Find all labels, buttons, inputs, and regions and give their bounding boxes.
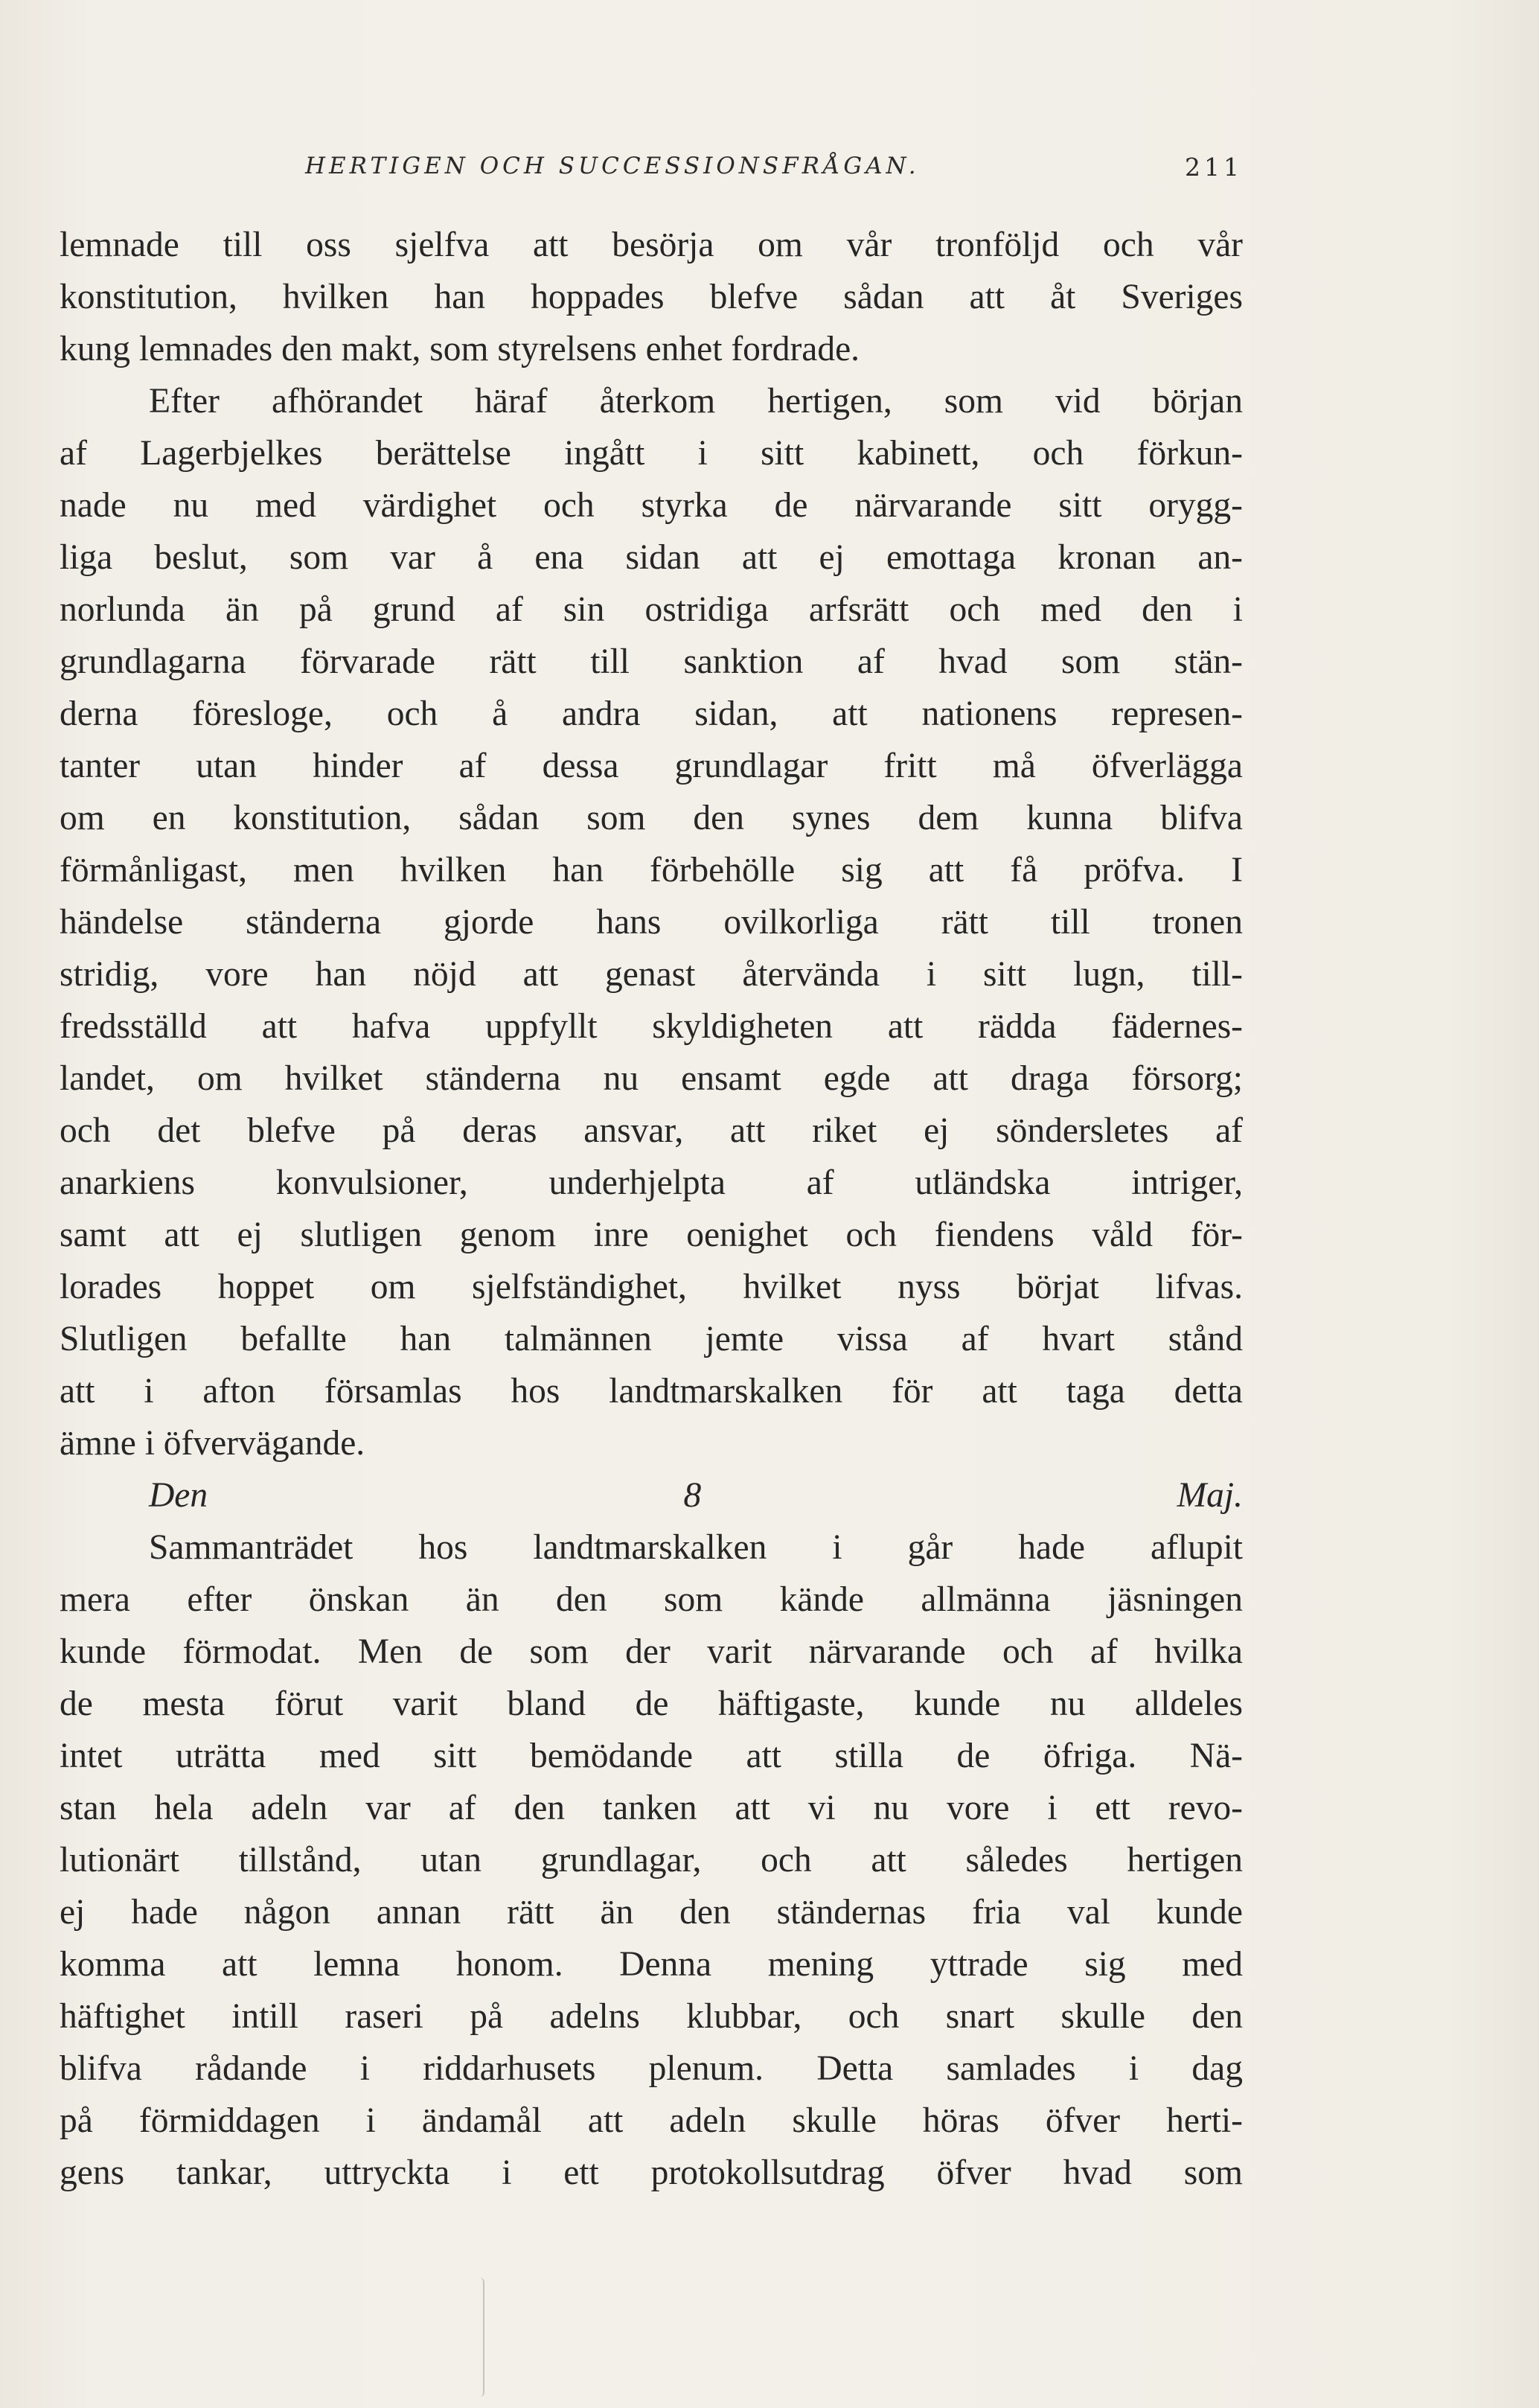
page-crease-mark	[480, 2278, 484, 2397]
text-line: stridig, vore han nöjd att genast återvända i sitt lugn, till-	[60, 955, 1243, 994]
text-line: ämne i öfvervägande.	[60, 1424, 365, 1463]
text-line: lutionärt tillstånd, utan grundlagar, och att således hertigen	[60, 1841, 1243, 1880]
page-number: 211	[1185, 153, 1243, 182]
text-line: norlunda än på grund af sin ostridiga arfsrätt och med den i	[60, 590, 1243, 629]
text-line: Efter afhörandet häraf återkom hertigen, som vid början	[149, 382, 1243, 421]
text-line: derna föresloge, och å andra sidan, att nationens represen-	[60, 694, 1243, 733]
text-line: och det blefve på deras ansvar, att riket ej söndersletes af	[60, 1111, 1243, 1150]
text-line: på förmiddagen i ändamål att adeln skulle höras öfver herti-	[60, 2101, 1243, 2140]
text-line: Slutligen befallte han talmännen jemte vissa af hvart stånd	[60, 1320, 1243, 1358]
text-line: komma att lemna honom. Denna mening yttrade sig med	[60, 1945, 1243, 1984]
text-line: ej hade någon annan rätt än den ständernas fria val kunde	[60, 1893, 1243, 1932]
text-line: anarkiens konvulsioner, underhjelpta af utländska intriger,	[60, 1163, 1243, 1202]
text-line: landet, om hvilket ständerna nu ensamt egde att draga försorg;	[60, 1059, 1243, 1098]
text-line: de mesta förut varit bland de häftigaste, kunde nu alldeles	[60, 1684, 1243, 1723]
page-header	[60, 153, 1243, 197]
text-line: lemnade till oss sjelfva att besörja om vår tronföljd och vår	[60, 226, 1243, 264]
text-line: lorades hoppet om sjelfständighet, hvilket nyss börjat lifvas.	[60, 1268, 1243, 1306]
text-line: händelse ständerna gjorde hans ovilkorliga rätt till tronen	[60, 903, 1243, 942]
text-line: tanter utan hinder af dessa grundlagar fritt må öfverlägga	[60, 747, 1243, 785]
text-line: kunde förmodat. Men de som der varit närvarande och af hvilka	[60, 1632, 1243, 1671]
body-text	[60, 219, 1243, 2199]
text-line: om en konstitution, sådan som den synes dem kunna blifva	[60, 799, 1243, 837]
text-line: samt att ej slutligen genom inre oenighet och fiendens våld för-	[60, 1216, 1243, 1254]
text-line: kung lemnades den makt, som styrelsens enhet fordrade.	[60, 330, 860, 368]
text-line: stan hela adeln var af den tanken att vi nu vore i ett revo-	[60, 1789, 1243, 1827]
paragraph-1	[60, 219, 1243, 375]
text-line: af Lagerbjelkes berättelse ingått i sitt kabinett, och förkun-	[60, 434, 1243, 473]
text-line: mera efter önskan än den som kände allmänna jäsningen	[60, 1580, 1243, 1619]
text-line: förmånligast, men hvilken han förbehölle sig att få pröfva. I	[60, 851, 1243, 890]
text-line: intet uträtta med sitt bemödande att stilla de öfriga. Nä-	[60, 1737, 1243, 1775]
text-line: häftighet intill raseri på adelns klubbar, och snart skulle den	[60, 1997, 1243, 2036]
text-line: gens tankar, uttryckta i ett protokollsutdrag öfver hvad som	[60, 2153, 1243, 2192]
text-line: nade nu med värdighet och styrka de närvarande sitt orygg-	[60, 486, 1243, 525]
text-line: konstitution, hvilken han hoppades blefve sådan att åt Sveriges	[60, 278, 1243, 316]
text-line: grundlagarna förvarade rätt till sanktion af hvad som stän-	[60, 642, 1243, 681]
text-line: fredsställd att hafva uppfyllt skyldigheten att rädda fädernes-	[60, 1007, 1243, 1046]
running-title: HERTIGEN OCH SUCCESSIONSFRÅGAN.	[305, 153, 920, 179]
text-line: blifva rådande i riddarhusets plenum. Detta samlades i dag	[60, 2049, 1243, 2088]
dateline: Den 8 Maj.	[149, 1476, 1243, 1515]
text-line: att i afton församlas hos landtmarskalken för att taga detta	[60, 1372, 1243, 1411]
paragraph-2	[60, 375, 1243, 1469]
text-line: liga beslut, som var å ena sidan att ej emottaga kronan an-	[60, 538, 1243, 577]
text-line: Sammanträdet hos landtmarskalken i går hade aflupit	[149, 1528, 1243, 1567]
paragraph-3	[60, 1521, 1243, 2199]
